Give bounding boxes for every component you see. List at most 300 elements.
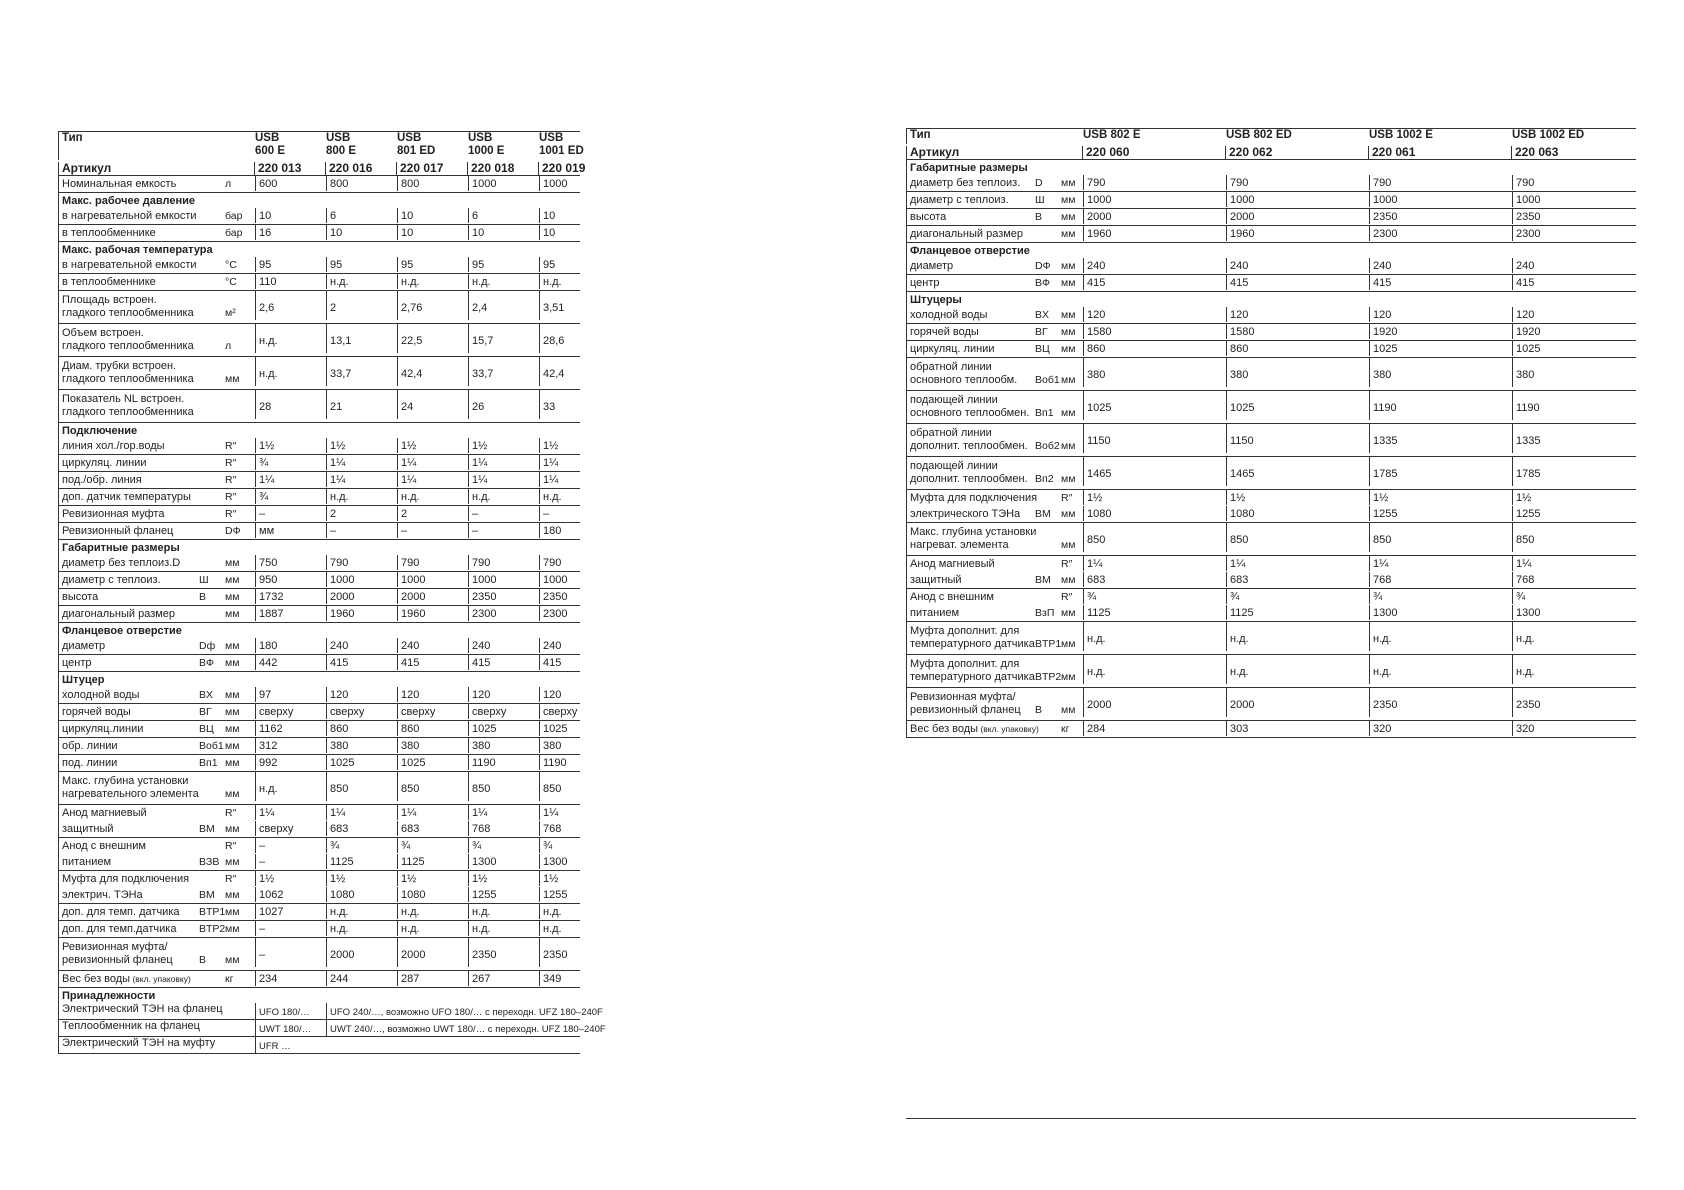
cell-value-1: 1465 [1226, 457, 1369, 486]
row-symbol: D [1035, 176, 1043, 189]
cell-value-4: 1300 [539, 854, 581, 869]
cell-value-3: 380 [1512, 358, 1637, 387]
row-label-text: диагональный размер [62, 607, 176, 620]
cell-value-1: н.д. [1226, 655, 1369, 684]
row-unit: мм [225, 590, 240, 603]
cell-value-2: – [397, 523, 468, 538]
row-label [59, 390, 199, 419]
row-unit: R″ [225, 490, 237, 503]
cell-value-3: 1½ [468, 438, 539, 453]
type-label: Тип [910, 129, 931, 141]
row-pad [907, 241, 1035, 243]
model-name-3 [468, 132, 539, 158]
cell-value-1: ¾ [1226, 589, 1369, 604]
row-symbol: BЦ [1035, 342, 1050, 355]
row-label [907, 358, 1035, 387]
row-symbol [1035, 523, 1061, 552]
model-name-2: USB 1002 E [1369, 129, 1433, 141]
table-row [906, 721, 1636, 738]
row-label-text-2: нагревательного элемента [62, 788, 199, 800]
cell-value-0: 240 [1083, 258, 1226, 273]
cell-value-2: 1½ [1369, 490, 1512, 505]
cell-value-0: – [255, 506, 326, 521]
cell-value-1: 1½ [326, 438, 397, 453]
row-unit: R″ [225, 507, 237, 520]
cell-value-4: н.д. [539, 921, 581, 936]
row-unit: мм [225, 756, 240, 769]
row-unit: мм [1061, 308, 1076, 321]
cell-value-0: 1580 [1083, 324, 1226, 339]
table-row [58, 225, 580, 242]
cell-value-2: 22,5 [397, 324, 468, 353]
cell-value-2: 287 [397, 971, 468, 986]
cell-value-3: 26 [468, 390, 539, 419]
row-label-text-2: гладкого теплообменника [62, 340, 194, 352]
cell-value-2: сверху [397, 704, 468, 719]
cell-value-1: 683 [326, 821, 397, 836]
cell-value-1: 1125 [326, 854, 397, 869]
cell-value-0: 1½ [1083, 490, 1226, 505]
section-title: Габаритные размеры [910, 162, 1028, 174]
row-label [59, 324, 199, 353]
table-row [906, 341, 1636, 358]
row-unit: R″ [225, 439, 237, 452]
row-label [907, 192, 1035, 207]
cell-value-1: 1580 [1226, 324, 1369, 339]
cell-value-0: ¾ [255, 455, 326, 470]
article-number-0: 220 060 [1082, 146, 1225, 159]
table-row [58, 357, 580, 390]
cell-value-0: 415 [1083, 275, 1226, 290]
row-unit: кг [1061, 722, 1070, 735]
cell-value-4: 33 [539, 390, 581, 419]
cell-value-0: 110 [255, 274, 326, 289]
cell-value-3: 380 [468, 738, 539, 753]
row-unit: DФ [225, 524, 241, 537]
cell-value-1: 1¼ [326, 455, 397, 470]
table-row [58, 921, 580, 938]
table-row [58, 938, 580, 971]
model-name-0 [255, 132, 326, 158]
cell-value-1: 120 [1226, 307, 1369, 322]
row-symbol: BЦ [199, 722, 214, 735]
cell-value-1: 1¼ [326, 805, 397, 820]
row-label-text: обратной линии [910, 361, 992, 373]
cell-value-0: ¾ [1083, 589, 1226, 604]
row-pad [59, 801, 199, 804]
row-label [59, 721, 199, 736]
section-title: Макс. рабочее давление [62, 195, 195, 207]
row-unit: мм [1061, 539, 1076, 551]
row-unit: мм [1061, 259, 1076, 272]
cell-value-1: 850 [326, 772, 397, 801]
row-label [907, 424, 1035, 453]
cell-value-4: н.д. [539, 274, 581, 289]
cell-value-0: – [255, 921, 326, 936]
cell-value-4: 95 [539, 257, 581, 272]
cell-value-0: 1½ [255, 871, 326, 886]
row-label [907, 589, 1035, 604]
row-label-text: циркуляц.линии [62, 722, 144, 735]
cell-value-3: 850 [468, 772, 539, 801]
row-symbol: Ш [199, 573, 209, 586]
row-symbol: BМ [199, 888, 215, 901]
row-unit: R″ [225, 872, 237, 885]
row-pad [59, 570, 199, 572]
cell-value-3: 1335 [1512, 424, 1637, 453]
cell-value-4: 1000 [539, 176, 581, 191]
cell-value-1: 1½ [326, 871, 397, 886]
cell-value-4: 1½ [539, 438, 581, 453]
table-row [906, 457, 1636, 490]
row-label-text: холодной воды [910, 308, 988, 321]
cell-value-3: 850 [1512, 523, 1637, 552]
row-label-text: Номинальная емкость [62, 177, 177, 190]
row-unit: мм [225, 656, 240, 669]
table-row [58, 821, 580, 838]
cell-value-0: – [255, 938, 326, 967]
row-label-text: Анод магниевый [910, 557, 995, 570]
cell-value-1: 240 [326, 638, 397, 653]
cell-value-0: н.д. [255, 772, 326, 801]
row-label-text: в теплообменнике [62, 275, 156, 288]
cell-value-2: 10 [397, 225, 468, 240]
row-pad [59, 902, 199, 904]
cell-value-1: 244 [326, 971, 397, 986]
cell-value-4: 1025 [539, 721, 581, 736]
row-unit: R″ [225, 456, 237, 469]
cell-value-1: 1000 [326, 572, 397, 587]
section-title: Подключение [62, 425, 138, 437]
row-symbol: Bоб1 [1035, 374, 1060, 386]
cell-value-3: 267 [468, 971, 539, 986]
cell-value-3: 33,7 [468, 357, 539, 386]
cell-value-2: 380 [1369, 358, 1512, 387]
row-pad [907, 717, 1035, 720]
cell-value-2: 1¼ [397, 805, 468, 820]
section-title: Макс. рабочая температура [62, 244, 213, 256]
cell-value-1: 790 [326, 555, 397, 570]
cell-value-3: 15,7 [468, 324, 539, 353]
cell-value-2: 2,76 [397, 291, 468, 320]
row-symbol [199, 390, 225, 419]
row-label [907, 523, 1035, 552]
cell-value-0: 1732 [255, 589, 326, 604]
cell-value-1: 800 [326, 176, 397, 191]
row-label [907, 688, 1035, 717]
row-label-text: защитный [910, 573, 962, 586]
row-label-text: Муфта дополнит. для [910, 658, 1020, 670]
cell-value-2: 1½ [397, 438, 468, 453]
cell-value-0: 1150 [1083, 424, 1226, 453]
section-heading [58, 193, 580, 208]
row-label [59, 489, 199, 504]
row-label-text-2: основного теплообмен. [910, 407, 1030, 419]
row-symbol [199, 291, 225, 320]
table-row [58, 438, 580, 455]
row-symbol [199, 257, 225, 272]
row-unit [225, 390, 255, 419]
cell-value-1: 1¼ [326, 472, 397, 487]
row-pad [907, 387, 1035, 390]
cell-value-2: 1¼ [397, 455, 468, 470]
cell-value-2: 1920 [1369, 324, 1512, 339]
table-row [58, 772, 580, 805]
cell-value-3: – [468, 523, 539, 538]
table-row [906, 605, 1636, 622]
cell-value-2: 1025 [1369, 341, 1512, 356]
row-symbol [1035, 490, 1061, 505]
cell-value-0: 600 [255, 176, 326, 191]
cell-value-2: 415 [1369, 275, 1512, 290]
row-unit: мм [225, 788, 240, 800]
row-label-text-2: температурного датчика [910, 638, 1035, 650]
cell-value-4: 2350 [539, 938, 581, 967]
article-number-4: 220 019 [538, 162, 580, 175]
row-label [59, 772, 199, 801]
cell-value-3: ¾ [1512, 589, 1637, 604]
row-unit: мм [225, 954, 240, 966]
cell-value-3: 415 [468, 655, 539, 670]
cell-value-4: 10 [539, 225, 581, 240]
cell-value-3: 1000 [468, 176, 539, 191]
table-row [58, 687, 580, 704]
cell-value-0: 950 [255, 572, 326, 587]
row-pad [59, 289, 199, 291]
cell-value-0: 750 [255, 555, 326, 570]
row-label-text: Муфта для подключения [62, 872, 190, 885]
cell-value-1: 1000 [1226, 192, 1369, 207]
row-pad [907, 290, 1035, 292]
cell-value-2: 415 [397, 655, 468, 670]
cell-value-3: 1300 [1512, 605, 1637, 620]
cell-value-2: н.д. [397, 921, 468, 936]
table-row [58, 257, 580, 274]
cell-value-1: 1025 [326, 755, 397, 770]
cell-value-3: н.д. [468, 489, 539, 504]
table-row [58, 274, 580, 291]
row-pad [59, 538, 199, 540]
row-unit: R″ [225, 473, 237, 486]
table-row [58, 589, 580, 606]
row-symbol: В [199, 590, 207, 603]
table-row [58, 506, 580, 523]
cell-value-0: 1080 [1083, 506, 1226, 521]
cell-value-4: 790 [539, 555, 581, 570]
accessory-row [58, 1020, 606, 1037]
row-pad [59, 470, 199, 472]
cell-value-2: 1000 [397, 572, 468, 587]
cell-value-3: ¾ [468, 838, 539, 853]
cell-value-2: 1¼ [397, 472, 468, 487]
cell-value-0: н.д. [255, 324, 326, 353]
row-symbol [199, 225, 225, 240]
row-label-text: Ревизионный фланец [62, 524, 174, 537]
row-label-text: в нагревательной емкости [62, 209, 197, 222]
row-label-text: Показатель NL встроен. [62, 393, 185, 405]
row-unit: R″ [225, 806, 237, 819]
row-symbol: BзП [1035, 606, 1055, 619]
row-label-text-2: нагреват. элемента [910, 539, 1009, 551]
row-symbol [199, 838, 225, 853]
row-label-text: диаметр [62, 639, 106, 652]
row-symbol [199, 438, 225, 453]
section-title: Принадлежности [62, 990, 156, 1002]
row-label [59, 555, 199, 570]
row-label [59, 655, 199, 670]
row-label [907, 622, 1035, 651]
row-label [59, 506, 199, 521]
cell-value-1: 2000 [326, 938, 397, 967]
model-name-1 [326, 132, 397, 158]
row-label-text: Вес без воды (вкл. упаковку) [62, 972, 191, 985]
row-symbol: BМ [1035, 507, 1051, 520]
cell-value-1: 2000 [1226, 688, 1369, 717]
row-label [59, 904, 199, 919]
cell-value-3: 790 [1512, 175, 1637, 190]
row-pad [59, 223, 199, 225]
table-row [906, 506, 1636, 523]
row-symbol: BТР2 [199, 922, 226, 935]
row-symbol [199, 489, 225, 504]
row-symbol: BФ [1035, 276, 1050, 289]
row-pad [59, 353, 199, 356]
row-unit: мм [1061, 440, 1076, 452]
cell-value-4: 850 [539, 772, 581, 801]
row-label-text-2: гладкого теплообменника [62, 307, 194, 319]
row-pad [59, 240, 199, 242]
cell-value-0: 1027 [255, 904, 326, 919]
cell-value-3: 95 [468, 257, 539, 272]
row-unit: мм [225, 705, 240, 718]
row-label [59, 472, 199, 487]
header-row [906, 128, 1636, 144]
cell-value-3: 240 [1512, 258, 1637, 273]
cell-value-3: 2,4 [468, 291, 539, 320]
row-symbol: BЗВ [199, 855, 220, 868]
cell-value-3: 1190 [468, 755, 539, 770]
cell-value-3: 1½ [468, 871, 539, 886]
section-heading [58, 988, 580, 1003]
model-line: 801 ED [397, 145, 436, 157]
row-unit: мм [225, 573, 240, 586]
row-label-text: Муфта дополнит. для [910, 625, 1020, 637]
row-label-text: Анод с внешним [62, 839, 146, 852]
row-label-text: Диам. трубки встроен. [62, 360, 177, 372]
row-pad [907, 190, 1035, 192]
table-row [906, 424, 1636, 457]
cell-value-2: 800 [397, 176, 468, 191]
accessory-first: UFO 180/… [255, 1003, 326, 1019]
cell-value-2: 1000 [1369, 192, 1512, 207]
cell-value-2: 120 [1369, 307, 1512, 322]
table-row [906, 192, 1636, 209]
row-label [907, 391, 1035, 420]
cell-value-3: 1255 [468, 887, 539, 902]
row-pad [907, 453, 1035, 456]
row-label [59, 971, 199, 986]
cell-value-3: – [468, 506, 539, 521]
row-label [59, 871, 199, 886]
row-unit: мм [1061, 193, 1076, 206]
row-pad [907, 420, 1035, 423]
row-label [59, 438, 199, 453]
cell-value-1: 1080 [1226, 506, 1369, 521]
article-row [906, 146, 1636, 160]
cell-value-1: 380 [1226, 358, 1369, 387]
cell-value-4: 120 [539, 687, 581, 702]
row-symbol: BТР1 [199, 905, 226, 918]
cell-value-1: ¾ [326, 838, 397, 853]
cell-value-2: ¾ [397, 838, 468, 853]
row-unit: мм [1061, 407, 1076, 419]
section-title: Штуцеры [910, 294, 962, 306]
cell-value-1: 2000 [326, 589, 397, 604]
row-label [59, 225, 199, 240]
cell-value-1: н.д. [326, 274, 397, 289]
row-label [59, 455, 199, 470]
cell-value-4: 10 [539, 208, 581, 223]
cell-value-0: 380 [1083, 358, 1226, 387]
section-heading [58, 672, 580, 687]
cell-value-0: 28 [255, 390, 326, 419]
cell-value-0: – [255, 854, 326, 869]
cell-value-0: 284 [1083, 721, 1226, 736]
table-row [906, 307, 1636, 324]
article-number-3: 220 063 [1511, 146, 1636, 159]
cell-value-3: 1025 [1512, 341, 1637, 356]
article-number-3: 220 018 [467, 162, 538, 175]
row-pad [907, 486, 1035, 489]
cell-value-3: 2350 [468, 938, 539, 967]
row-symbol [199, 805, 225, 820]
cell-value-3: 1785 [1512, 457, 1637, 486]
cell-value-1: 21 [326, 390, 397, 419]
row-symbol: BХ [1035, 308, 1050, 321]
row-unit: л [225, 177, 232, 190]
section-title: Штуцер [62, 674, 105, 686]
row-unit: мм [225, 739, 240, 752]
row-unit: R″ [1061, 590, 1073, 603]
row-label [907, 457, 1035, 486]
cell-value-1: 2000 [1226, 209, 1369, 224]
cell-value-0: 1162 [255, 721, 326, 736]
cell-value-3: 1300 [468, 854, 539, 869]
cell-value-3: 120 [1512, 307, 1637, 322]
table-row [58, 291, 580, 324]
cell-value-2: 240 [397, 638, 468, 653]
cell-value-4: 1190 [539, 755, 581, 770]
row-label [907, 324, 1035, 339]
table-row [906, 275, 1636, 292]
cell-value-0: 1465 [1083, 457, 1226, 486]
row-symbol: BМ [199, 822, 215, 835]
row-label-text: Вес без воды (вкл. упаковку) [910, 722, 1039, 735]
row-symbol [1035, 556, 1061, 571]
row-label-text: циркуляц. линии [62, 456, 147, 469]
row-unit: R″ [1061, 557, 1073, 570]
article-row [58, 161, 586, 176]
row-label-text: холодной воды [62, 688, 140, 701]
section-title: Фланцевое отверстие [62, 625, 182, 637]
cell-value-1: н.д. [1226, 622, 1369, 651]
row-label-text: диаметр без теплоиз. [910, 176, 1021, 189]
cell-value-0: 1887 [255, 606, 326, 621]
row-label [59, 821, 199, 836]
row-unit: мм [1061, 473, 1076, 485]
row-pad [59, 736, 199, 738]
model-line: 1000 E [468, 145, 505, 157]
